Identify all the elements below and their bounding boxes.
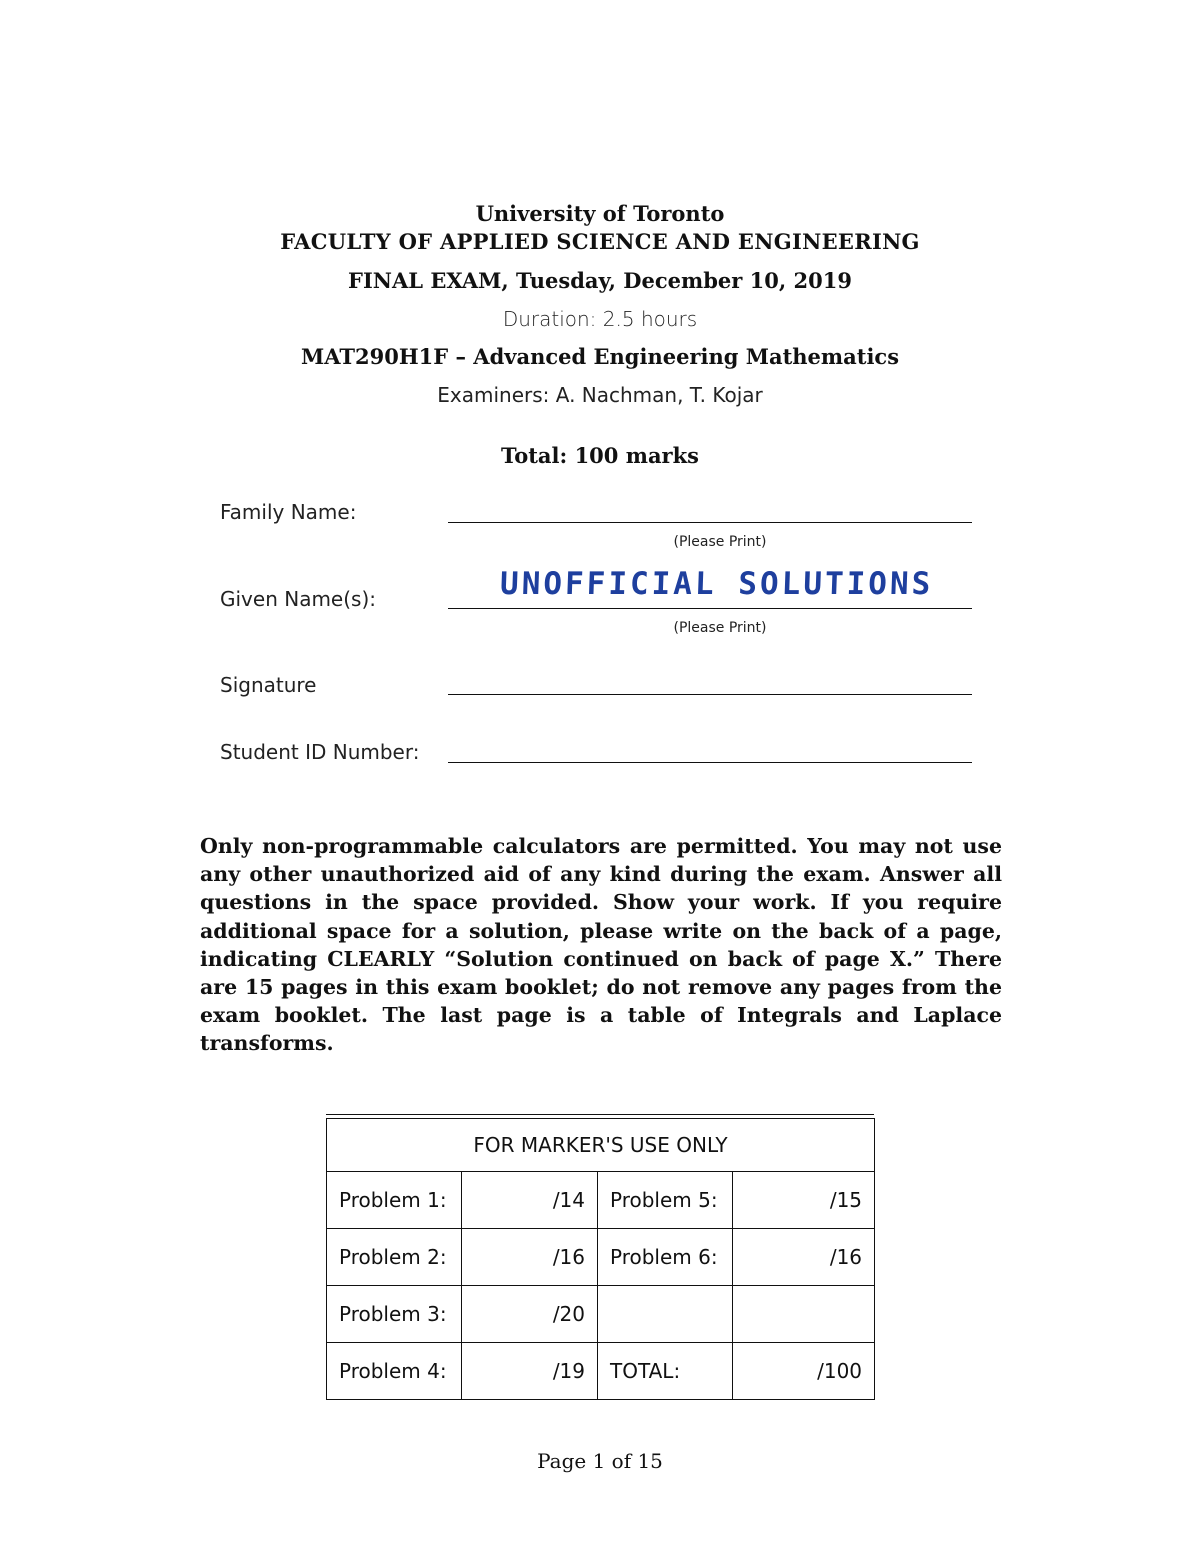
total-label: TOTAL: [598, 1343, 733, 1400]
problem-label: Problem 6: [598, 1229, 733, 1286]
student-id-field[interactable] [448, 762, 972, 763]
problem-label: Problem 5: [598, 1172, 733, 1229]
table-row [327, 1343, 875, 1400]
total-score: /100 [733, 1343, 875, 1400]
exam-duration: Duration: 2.5 hours [502, 307, 698, 331]
given-name-hint: (Please Print) [673, 620, 767, 636]
total-marks: Total: 100 marks [501, 443, 699, 468]
signature-field[interactable] [448, 694, 972, 695]
table-row [327, 1286, 875, 1343]
examiners: Examiners: A. Nachman, T. Kojar [437, 383, 763, 407]
marker-table [326, 1118, 875, 1400]
problem-score: /16 [733, 1229, 875, 1286]
signature-label: Signature [220, 673, 317, 697]
exam-instructions: Only non-programmable calculators are permitted. You may not use any other unauthorized aid of any kind during the exam. Answer all questions in the space provided. Show your work. If you require additional space for a solution, please write on the back of a page, indicating CLEARLY “Solution continued on back of page X.” There are 15 pages in this exam booklet; do not remove any pages from the exam booklet. The last page is a table of Integrals and Laplace transforms. [200, 834, 1002, 1056]
problem-label: Problem 1: [327, 1172, 462, 1229]
course-title: MAT290H1F – Advanced Engineering Mathematics [300, 344, 900, 369]
university-name: University of Toronto [475, 201, 725, 226]
problem-label: Problem 3: [327, 1286, 462, 1343]
problem-score: /14 [462, 1172, 598, 1229]
problem-label: Problem 2: [327, 1229, 462, 1286]
given-name-handwritten-value: UNOFFICIAL SOLUTIONS [499, 566, 934, 602]
family-name-hint: (Please Print) [673, 534, 767, 550]
marker-table-container [326, 1114, 874, 1400]
problem-label: Problem 4: [327, 1343, 462, 1400]
given-name-label: Given Name(s): [220, 587, 376, 611]
marker-table-title: FOR MARKER'S USE ONLY [327, 1119, 875, 1172]
problem-score: /16 [462, 1229, 598, 1286]
problem-score: /19 [462, 1343, 598, 1400]
table-row [327, 1229, 875, 1286]
table-row [327, 1172, 875, 1229]
problem-score [733, 1286, 875, 1343]
page-number: Page 1 of 15 [537, 1449, 663, 1473]
given-name-field[interactable] [448, 608, 972, 609]
family-name-field[interactable] [448, 522, 972, 523]
problem-score: /15 [733, 1172, 875, 1229]
faculty-name: FACULTY OF APPLIED SCIENCE AND ENGINEERING [280, 229, 920, 254]
family-name-label: Family Name: [220, 500, 357, 524]
problem-score: /20 [462, 1286, 598, 1343]
problem-label [598, 1286, 733, 1343]
exam-title: FINAL EXAM, Tuesday, December 10, 2019 [348, 268, 852, 293]
student-id-label: Student ID Number: [220, 740, 420, 764]
